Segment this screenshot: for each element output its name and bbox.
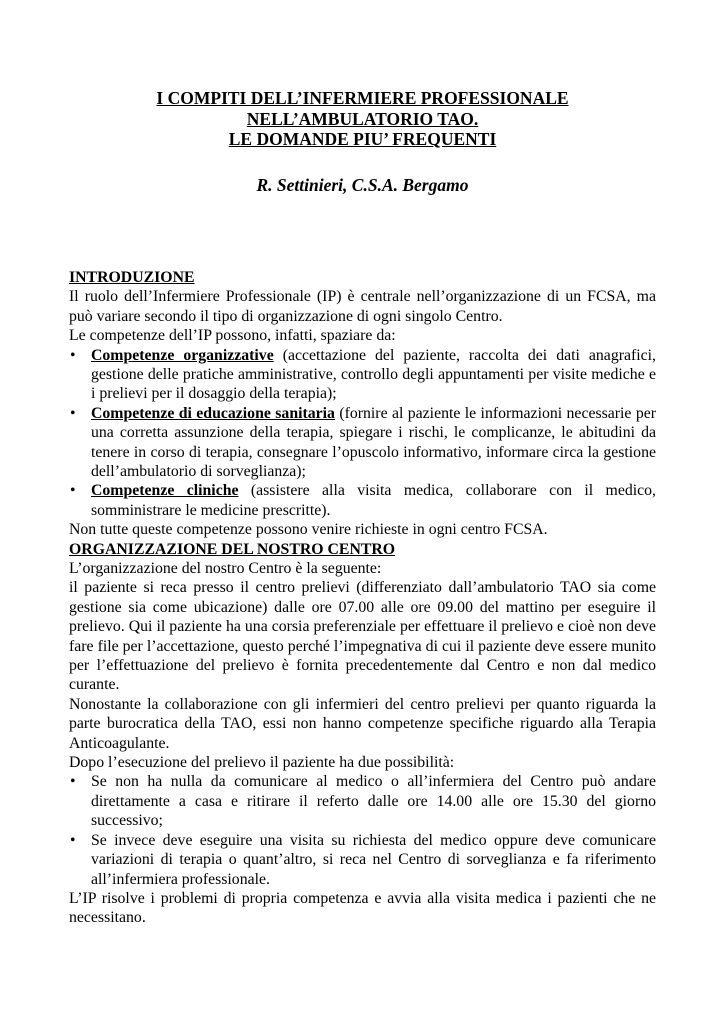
- section-heading-intro: INTRODUZIONE: [69, 268, 195, 286]
- paragraph: Nonostante la collaborazione con gli infermieri del centro prelievi per quanto riguarda la parte burocratica della TAO, essi non hanno competenze specifiche riguardo alla Terapia Anticoagulante.: [69, 695, 656, 752]
- document-title: [69, 88, 656, 150]
- list-item: [69, 404, 656, 482]
- document-author: R. Settinieri, C.S.A. Bergamo: [256, 174, 469, 195]
- possibility-list: [69, 772, 656, 888]
- list-item-text: (fornire al paziente le informazioni necessarie per una corretta assunzione della terapia, spiegare i rischi, le complicanze, le abitudini da tenere in corso di terapia, consegnare l’opuscolo informativo, informare circa la gestione dell’ambulatorio di sorveglianza);: [91, 404, 656, 480]
- paragraph: L’IP risolve i problemi di propria competenza e avvia alla visita medica i pazienti che ne necessitano.: [69, 889, 656, 927]
- paragraph: L’organizzazione del nostro Centro è la seguente:: [69, 560, 382, 577]
- list-item-label: Competenze di educazione sanitaria: [91, 404, 335, 422]
- bullet-icon: •: [70, 346, 76, 364]
- bullet-icon: •: [70, 404, 76, 422]
- paragraph: Non tutte queste competenze possono venire richieste in ogni centro FCSA.: [69, 521, 548, 539]
- list-item-text: Se invece deve eseguire una visita su richiesta del medico oppure deve comunicare variazioni di terapia o quant’altro, si reca nel Centro di sorveglianza e fa riferimento all’infermiera professionale.: [91, 831, 656, 888]
- list-item-label: Competenze cliniche: [91, 482, 239, 500]
- paragraph: Dopo l’esecuzione del prelievo il paziente ha due possibilità:: [69, 754, 455, 772]
- list-item: [69, 831, 656, 889]
- list-item: [69, 772, 656, 830]
- title-line: LE DOMANDE PIU’ FREQUENTI: [228, 129, 497, 149]
- bullet-icon: •: [70, 482, 76, 500]
- paragraph: Le competenze dell’IP possono, infatti, spaziare da:: [69, 327, 396, 345]
- list-item: [69, 346, 656, 404]
- list-item-label: Competenze organizzative: [91, 346, 274, 364]
- list-item-text: Se non ha nulla da comunicare al medico o all’infermiera del Centro può andare direttamente a casa e ritirare il referto dalle ore 14.00 alle ore 15.30 del giorno successivo;: [91, 773, 656, 830]
- title-line: NELL’AMBULATORIO TAO.: [246, 108, 479, 129]
- bullet-icon: •: [70, 773, 76, 791]
- document-page: [69, 88, 656, 928]
- paragraph: il paziente si reca presso il centro prelievi (differenziato dall’ambulatorio TAO sia come gestione sia come ubicazione) dalle ore 07.00 alle ore 09.00 del mattino per eseguire il prelievo. Qui il paziente ha una corsia preferenziale per effettuare il prelievo e cioè non deve fare file per l’accettazione, questo perché l’impegnativa di cui il paziente deve essere munito per l’effettuazione del prelievo è fornita precedentemente dal Centro e non dal medico curante.: [69, 579, 656, 694]
- bullet-icon: •: [70, 831, 76, 849]
- paragraph: Il ruolo dell’Infermiere Professionale (IP) è centrale nell’organizzazione di un FCSA, ma può variare secondo il tipo di organizzazione di ogni singolo Centro.: [69, 288, 656, 325]
- competence-list: [69, 346, 656, 521]
- list-item: [69, 481, 656, 520]
- list-item-text: (assistere alla visita medica, collaborare con il medico, somministrare le medicine prescritte).: [91, 482, 656, 519]
- section-heading-organization: ORGANIZZAZIONE DEL NOSTRO CENTRO: [69, 540, 396, 558]
- list-item-text: (accettazione del paziente, raccolta dei dati anagrafici, gestione delle pratiche amministrative, controllo degli appuntamenti per visite mediche e i prelievi per il dosaggio della terapia);: [91, 346, 656, 403]
- title-line: I COMPITI DELL’INFERMIERE PROFESSIONALE: [156, 88, 569, 108]
